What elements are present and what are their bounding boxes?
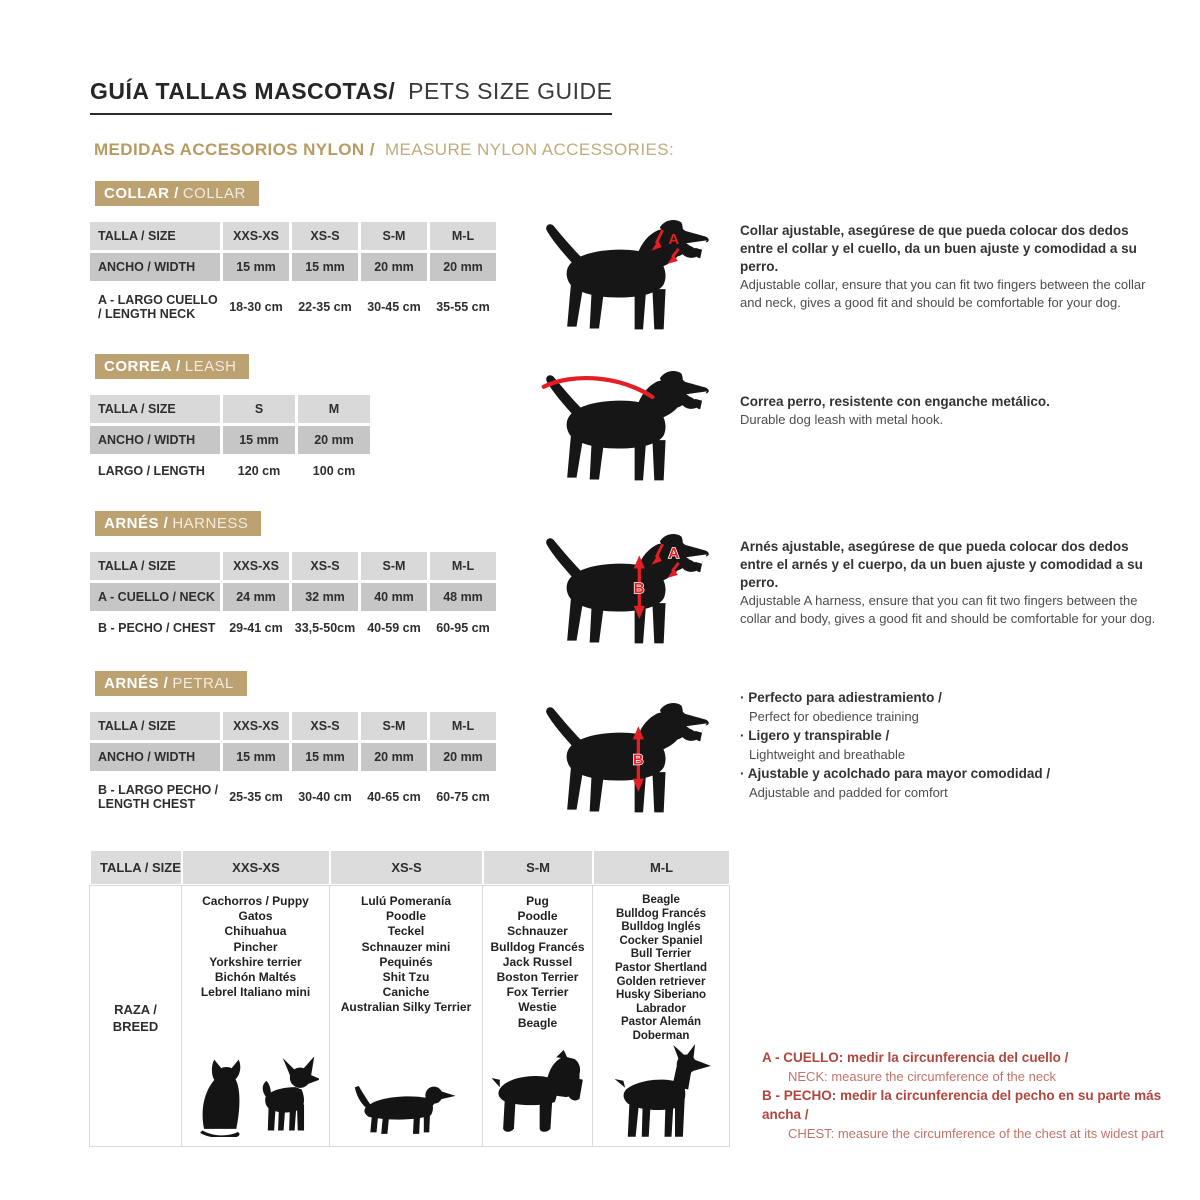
- leash-desc-es: Correa perro, resistente con enganche metálico.: [740, 394, 1050, 409]
- list-item: XS-S: [292, 712, 358, 740]
- dog-with-leash-icon: [540, 366, 718, 488]
- dog-with-neck-marker-icon: [540, 215, 718, 337]
- breed-list: [201, 894, 310, 1000]
- section-leash: [90, 354, 1175, 488]
- list-item: Bulldog Inglés: [621, 921, 701, 934]
- benefit-en: Lightweight and breathable: [749, 747, 906, 762]
- table-row-neck: [90, 583, 496, 611]
- list-item: Cachorros / Puppy: [202, 894, 309, 908]
- list-item: Caniche: [382, 985, 430, 1000]
- benefit-es: · Ajustable y acolchado para mayor comodidad /: [740, 764, 1165, 783]
- list-item: 32 mm: [292, 583, 358, 611]
- list-item: S-M: [361, 222, 427, 250]
- row-label: A - CUELLO / NECK: [90, 583, 220, 611]
- row-values: [223, 743, 496, 771]
- breed-header-label: TALLA / SIZE: [90, 850, 182, 886]
- list-item: Bichón Maltés: [214, 970, 297, 985]
- list-item: 100 cm: [298, 457, 370, 485]
- list-item: 40-59 cm: [361, 614, 427, 642]
- section-harness: [90, 511, 1175, 645]
- list-item: XXS-XS: [223, 222, 289, 250]
- breed-list: [615, 894, 707, 1044]
- list-item: Jack Russel: [502, 954, 573, 969]
- breed-list: [341, 894, 472, 1016]
- page-subtitle: [94, 140, 674, 160]
- marker-a-label: A: [668, 545, 680, 563]
- list-item: 35-55 cm: [430, 284, 496, 330]
- dachshund-icon: [344, 1075, 468, 1142]
- breed-cell-s-m: [482, 885, 593, 1147]
- leash-desc-en: Durable dog leash with metal hook.: [740, 412, 944, 427]
- breed-table: [90, 850, 732, 1147]
- list-item: Beagle: [642, 894, 680, 906]
- size-header-values: [223, 552, 496, 580]
- chest-marker: [634, 555, 645, 619]
- list-item: XS-S: [292, 222, 358, 250]
- subtitle-es: MEDIDAS ACCESORIOS NYLON /: [94, 140, 375, 159]
- row-label: ANCHO / WIDTH: [90, 253, 220, 281]
- list-item: 15 mm: [223, 743, 289, 771]
- row-label: ANCHO / WIDTH: [90, 743, 220, 771]
- table-header-row: [90, 395, 370, 423]
- breed-header-size: XS-S: [330, 850, 483, 886]
- list-item: Schnauzer: [507, 924, 568, 939]
- marker-b-label: B: [633, 579, 645, 597]
- list-item: S: [223, 395, 295, 423]
- harness-description: [740, 538, 1165, 628]
- row-values: [223, 284, 496, 330]
- list-item: Pincher: [233, 939, 278, 954]
- leash-description: [740, 393, 1165, 429]
- harness-badge-en: HARNESS: [172, 515, 249, 532]
- measurement-notes: [762, 1048, 1192, 1143]
- list-item: 48 mm: [430, 583, 496, 611]
- list-item: 120 cm: [223, 457, 295, 485]
- marker-a-label: A: [668, 231, 680, 249]
- list-item: 29-41 cm: [223, 614, 289, 642]
- list-item: Beagle: [517, 1015, 558, 1030]
- breed-header-size: XXS-XS: [182, 850, 330, 886]
- list-item: M-L: [430, 552, 496, 580]
- row-label: A - LARGO CUELLO / LENGTH NECK: [90, 284, 220, 330]
- list-item: 30-40 cm: [292, 774, 358, 820]
- table-header-row: [90, 222, 496, 250]
- table-row-width: [90, 253, 496, 281]
- page-title: [90, 78, 612, 115]
- list-item: Bulldog Francés: [615, 907, 707, 920]
- list-item: Bulldog Francés: [490, 939, 585, 954]
- cat-and-chihuahua-icon: [193, 1053, 319, 1142]
- leash-size-table: [90, 395, 370, 485]
- breed-cell-m-l: [592, 885, 730, 1147]
- section-petral: [90, 671, 1175, 823]
- list-item: Doberman: [632, 1029, 690, 1042]
- list-item: Golden retriever: [616, 975, 706, 988]
- benefit-es: · Ligero y transpirable /: [740, 726, 1165, 745]
- size-header-values: [223, 395, 370, 423]
- table-header-row: [90, 552, 496, 580]
- list-item: Teckel: [387, 924, 425, 939]
- collar-desc-en: Adjustable collar, ensure that you can fit two fingers between the collar and neck, gives a good fit and should be comfortable for your dog.: [740, 277, 1146, 310]
- size-label-header: TALLA / SIZE: [90, 395, 220, 423]
- list-item: Cocker Spaniel: [619, 934, 703, 947]
- benefit-item: [740, 726, 1165, 764]
- list-item: XXS-XS: [223, 712, 289, 740]
- table-header-row: [90, 712, 496, 740]
- list-item: 15 mm: [223, 426, 295, 454]
- note-a-en: NECK: measure the circumference of the neck: [788, 1069, 1057, 1084]
- breed-list: [490, 894, 584, 1031]
- row-values: [223, 253, 496, 281]
- leash-badge-en: LEASH: [184, 358, 237, 375]
- list-item: Pequinés: [379, 954, 433, 969]
- list-item: Pastor Shertland: [614, 961, 708, 974]
- harness-badge-es: ARNÉS /: [104, 515, 169, 532]
- collar-badge: [95, 181, 259, 206]
- collar-desc-es: Collar ajustable, asegúrese de que pueda colocar dos dedos entre el collar y el cuello, da un buen ajuste y comodidad a su perro.: [740, 223, 1137, 274]
- collar-badge-es: COLLAR /: [104, 185, 179, 202]
- row-label: ANCHO / WIDTH: [90, 426, 220, 454]
- harness-desc-en: Adjustable A harness, ensure that you can fit two fingers between the collar and body, gives a good fit and should be comfortable for your dog.: [740, 593, 1156, 626]
- list-item: 24 mm: [223, 583, 289, 611]
- list-item: Fox Terrier: [506, 985, 569, 1000]
- list-item: 15 mm: [292, 743, 358, 771]
- harness-badge: [95, 511, 261, 536]
- list-item: 25-35 cm: [223, 774, 289, 820]
- list-item: 22-35 cm: [292, 284, 358, 330]
- list-item: 18-30 cm: [223, 284, 289, 330]
- petral-badge-es: ARNÉS /: [104, 675, 169, 692]
- dog-with-chest-marker-icon: [540, 698, 718, 820]
- list-item: 20 mm: [298, 426, 370, 454]
- benefit-item: [740, 688, 1165, 726]
- row-values: [223, 774, 496, 820]
- collar-description: [740, 222, 1165, 312]
- list-item: Boston Terrier: [496, 970, 579, 985]
- row-values: [223, 583, 496, 611]
- collar-badge-en: COLLAR: [182, 185, 246, 202]
- chest-marker: [633, 726, 644, 792]
- petral-badge-en: PETRAL: [172, 675, 234, 692]
- list-item: 30-45 cm: [361, 284, 427, 330]
- list-item: Westie: [518, 1000, 557, 1015]
- note-b-en: CHEST: measure the circumference of the chest at its widest part: [788, 1126, 1164, 1141]
- list-item: Pastor Alemán: [620, 1016, 702, 1029]
- list-item: XXS-XS: [223, 552, 289, 580]
- row-label: B - LARGO PECHO / LENGTH CHEST: [90, 774, 220, 820]
- table-row-length: [90, 457, 370, 485]
- list-item: S-M: [361, 552, 427, 580]
- list-item: Lebrel Italiano mini: [200, 985, 311, 1000]
- list-item: Chihuahua: [224, 924, 287, 939]
- row-values: [223, 614, 496, 642]
- size-label-header: TALLA / SIZE: [90, 712, 220, 740]
- breed-cell-xs-s: [329, 885, 483, 1147]
- leash-badge: [95, 354, 249, 379]
- breed-header-size: S-M: [483, 850, 593, 886]
- breed-section: [90, 850, 1175, 1147]
- list-item: 20 mm: [430, 253, 496, 281]
- note-b-es: B - PECHO: medir la circunferencia del pecho en su parte más ancha /: [762, 1088, 1162, 1122]
- row-label: LARGO / LENGTH: [90, 457, 220, 485]
- dog-with-neck-and-chest-markers-icon: [540, 529, 718, 651]
- size-label-header: TALLA / SIZE: [90, 552, 220, 580]
- list-item: 20 mm: [430, 743, 496, 771]
- note-a-es: A - CUELLO: medir la circunferencia del cuello /: [762, 1050, 1069, 1065]
- list-item: 20 mm: [361, 253, 427, 281]
- list-item: M: [298, 395, 370, 423]
- list-item: 40 mm: [361, 583, 427, 611]
- list-item: Labrador: [636, 1002, 686, 1015]
- leash-badge-es: CORREA /: [104, 358, 181, 375]
- benefit-en: Adjustable and padded for comfort: [749, 785, 948, 800]
- section-collar: [90, 181, 1175, 333]
- title-en: PETS SIZE GUIDE: [408, 78, 613, 104]
- benefit-en: Perfect for obedience training: [749, 709, 919, 724]
- petral-size-table: [90, 712, 496, 820]
- size-label-header: TALLA / SIZE: [90, 222, 220, 250]
- breed-header-size: M-L: [593, 850, 730, 886]
- list-item: M-L: [430, 222, 496, 250]
- raza-label: RAZA / BREED: [112, 1002, 159, 1034]
- table-row-width: [90, 743, 496, 771]
- benefit-es: · Perfecto para adiestramiento /: [740, 688, 1165, 707]
- petral-benefits: [740, 688, 1165, 802]
- list-item: Bull Terrier: [630, 948, 692, 961]
- row-values: [223, 457, 370, 485]
- list-item: 60-75 cm: [430, 774, 496, 820]
- list-item: 40-65 cm: [361, 774, 427, 820]
- size-header-values: [223, 712, 496, 740]
- benefit-item: [740, 764, 1165, 802]
- doberman-icon: [603, 1044, 719, 1147]
- row-label: B - PECHO / CHEST: [90, 614, 220, 642]
- list-item: Poodle: [517, 909, 558, 924]
- table-row-width: [90, 426, 370, 454]
- table-row-neck-length: [90, 284, 496, 330]
- list-item: Gatos: [238, 909, 273, 924]
- size-header-values: [223, 222, 496, 250]
- row-values: [223, 426, 370, 454]
- title-es: GUÍA TALLAS MASCOTAS/: [90, 78, 396, 104]
- collar-size-table: [90, 222, 496, 330]
- list-item: S-M: [361, 712, 427, 740]
- list-item: Schnauzer mini: [361, 939, 451, 954]
- list-item: Husky Siberiano: [615, 989, 707, 1002]
- list-item: 33,5-50cm: [292, 614, 358, 642]
- schnauzer-icon: [488, 1049, 588, 1142]
- list-item: 15 mm: [292, 253, 358, 281]
- list-item: 60-95 cm: [430, 614, 496, 642]
- table-row-chest: [90, 614, 496, 642]
- breed-row-label-cell: [89, 885, 182, 1147]
- harness-size-table: [90, 552, 496, 642]
- list-item: Yorkshire terrier: [209, 954, 302, 969]
- list-item: 15 mm: [223, 253, 289, 281]
- list-item: Poodle: [385, 909, 426, 924]
- table-row-chest-length: [90, 774, 496, 820]
- subtitle-en: MEASURE NYLON ACCESSORIES:: [384, 140, 675, 159]
- petral-badge: [95, 671, 247, 696]
- harness-desc-es: Arnés ajustable, asegúrese de que pueda colocar dos dedos entre el arnés y el cuerpo, da un buen ajuste y comodidad a su perro.: [740, 539, 1143, 590]
- marker-b-label: B: [632, 751, 644, 769]
- list-item: 20 mm: [361, 743, 427, 771]
- list-item: Lulú Pomeranía: [360, 894, 452, 908]
- list-item: Australian Silky Terrier: [340, 1000, 472, 1015]
- list-item: M-L: [430, 712, 496, 740]
- breed-cell-xxs-xs: [181, 885, 330, 1147]
- list-item: XS-S: [292, 552, 358, 580]
- list-item: Shit Tzu: [382, 970, 430, 985]
- list-item: Pug: [526, 894, 549, 908]
